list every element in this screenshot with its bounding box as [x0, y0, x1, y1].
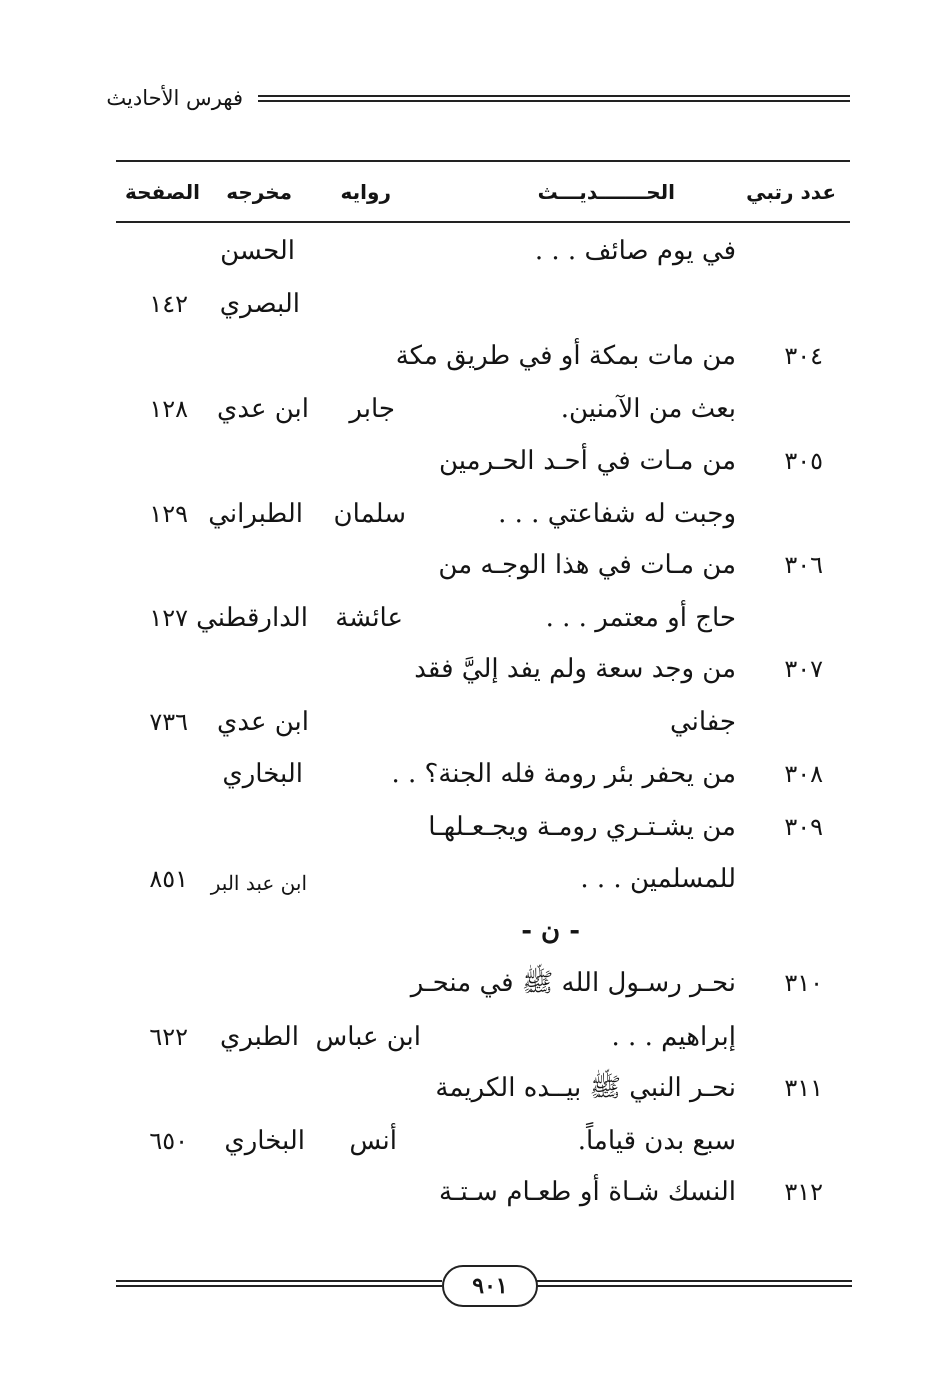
rawi-cell: أنس [349, 1126, 397, 1156]
mukhrij-cell: البخاري [224, 1126, 305, 1156]
column-header-rank: عدد رتبي [746, 180, 836, 204]
rank-number: ٣٠٤ [784, 342, 823, 370]
footer-rule-left [116, 1280, 442, 1287]
mukhrij-cell: البصري [219, 289, 300, 319]
section-letter: - ن - [521, 916, 580, 946]
table-top-rule [116, 160, 850, 162]
hadith-text: النسك شـاة أو طعـام سـتـة [439, 1177, 736, 1207]
rawi-cell: ابن عباس [315, 1022, 421, 1052]
header-rule [258, 95, 850, 102]
hadith-text: حاج أو معتمر . . . [545, 603, 736, 633]
hadith-text: نحـر رسـول الله ﷺ في منحـر [410, 968, 736, 998]
hadith-text: من مـات في أحـد الحـرمين [439, 446, 736, 476]
rawi-cell: جابر [349, 394, 395, 424]
page-number-cell: ١٤٢ [149, 290, 188, 318]
rank-number: ٣١١ [784, 1074, 823, 1102]
hadith-text: إبراهيم . . . [611, 1022, 736, 1052]
rawi-cell: سلمان [333, 499, 406, 529]
hadith-text: من مـات في هذا الوجـه من [438, 550, 736, 580]
mukhrij-cell: ابن عدي [216, 394, 309, 424]
page-number-cell: ٧٣٦ [149, 708, 188, 736]
rank-number: ٣٠٦ [784, 551, 823, 579]
hadith-text: جفاني [669, 707, 736, 737]
rank-number: ٣٠٩ [784, 813, 823, 841]
hadith-text: سبع بدن قياماً. [577, 1126, 736, 1156]
mukhrij-cell: الحسن [220, 236, 295, 266]
mukhrij-cell: الطبري [219, 1022, 299, 1052]
page-number-cell: ٦٢٢ [149, 1023, 188, 1051]
hadith-text: من يحفر بئر رومة فله الجنة؟ . . [391, 759, 736, 789]
mukhrij-cell: الدارقطني [196, 603, 308, 633]
page-number-cell: ١٢٧ [149, 604, 188, 632]
page-number: ٩٠١ [442, 1265, 538, 1307]
mukhrij-cell: الطبراني [208, 499, 303, 529]
table-header-rule [116, 221, 850, 223]
footer-rule-right [534, 1280, 852, 1287]
page-number-cell: ٨٥١ [149, 865, 188, 893]
rank-number: ٣٠٧ [784, 655, 823, 683]
page-number-cell: ١٢٩ [149, 500, 188, 528]
running-title: فهرس الأحاديث [106, 86, 243, 110]
mukhrij-cell: ابن عدي [216, 707, 309, 737]
column-header-hadith: الحـــــــديـــث [537, 180, 675, 204]
page-number-cell: ٦٥٠ [149, 1127, 188, 1155]
rawi-cell: عائشة [335, 603, 403, 633]
rank-number: ٣١٢ [784, 1178, 823, 1206]
rank-number: ٣٠٥ [784, 447, 823, 475]
mukhrij-cell: البخاري [222, 759, 303, 789]
hadith-text: للمسلمين . . . [580, 864, 736, 894]
hadith-text: وجبت له شفاعتي . . . [498, 499, 736, 529]
hadith-text: نحـر النبي ﷺ بيــده الكريمة [435, 1073, 736, 1103]
page-number-cell: ١٢٨ [149, 395, 188, 423]
hadith-text: بعث من الآمنين. [560, 394, 736, 424]
rank-number: ٣١٠ [784, 969, 823, 997]
column-header-mukhrij: مخرجه [226, 180, 292, 204]
hadith-text: من يشـتـري رومـة ويجـعـلهـا [428, 812, 736, 842]
column-header-rawi: روايه [340, 180, 391, 204]
column-header-page: الصفحة [124, 180, 200, 204]
rank-number: ٣٠٨ [784, 760, 823, 788]
mukhrij-cell: ابن عبد البر [210, 871, 307, 895]
hadith-text: من مات بمكة أو في طريق مكة [395, 341, 736, 371]
hadith-text: من وجد سعة ولم يفد إليَّ فقد [414, 654, 736, 684]
hadith-text: في يوم صائف . . . [534, 236, 736, 266]
